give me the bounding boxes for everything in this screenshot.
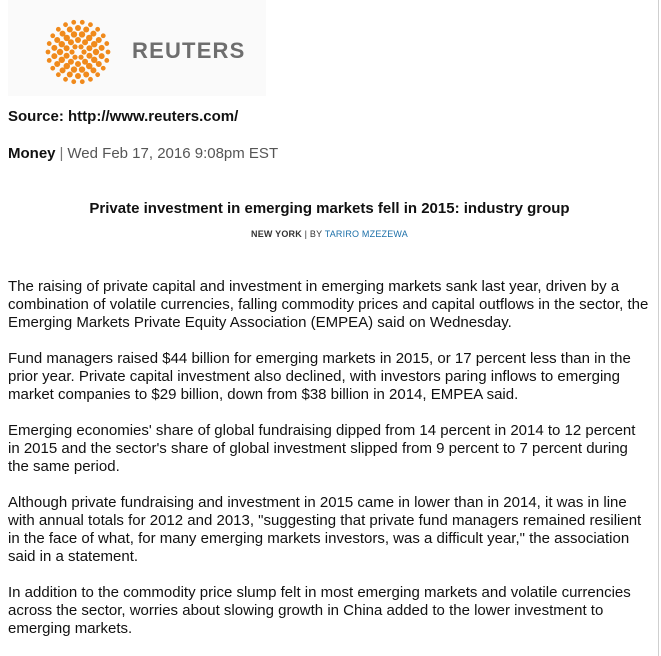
logo-dot bbox=[50, 33, 55, 38]
logo-dot bbox=[95, 72, 100, 77]
source-line: Source: http://www.reuters.com/ bbox=[8, 108, 239, 125]
reuters-wordmark: REUTERS bbox=[132, 38, 246, 63]
meta-separator: | bbox=[59, 145, 64, 162]
logo-dot bbox=[75, 37, 81, 43]
article-meta bbox=[8, 145, 278, 162]
article-paragraph: The raising of private capital and investment in emerging markets sank last year, driven by a combination of volatile currencies, falling commodity prices and capital outflows in the sector, the Emerging Markets Private Equity Association (EMPEA) said on Wednesday. bbox=[8, 278, 649, 331]
logo-dot bbox=[101, 66, 106, 71]
article-byline bbox=[0, 229, 659, 239]
logo-dot bbox=[78, 44, 83, 49]
logo-dot bbox=[90, 31, 96, 37]
logo-dot bbox=[78, 55, 83, 60]
logo-dot bbox=[51, 53, 57, 59]
logo-dot bbox=[95, 27, 100, 32]
logo-dot bbox=[96, 37, 102, 43]
logo-dot bbox=[79, 66, 85, 72]
logo-dot bbox=[56, 72, 61, 77]
logo-dot bbox=[71, 31, 77, 37]
logo-dot bbox=[63, 77, 68, 82]
byline-separator: | BY bbox=[301, 229, 325, 239]
logo-dot bbox=[71, 79, 76, 84]
reuters-logo bbox=[8, 0, 266, 96]
logo-dot bbox=[75, 61, 81, 67]
logo-dot bbox=[46, 50, 51, 55]
logo-dot bbox=[91, 57, 97, 63]
logo-dot bbox=[54, 37, 60, 43]
logo-dot bbox=[79, 31, 85, 37]
logo-dot bbox=[88, 77, 93, 82]
logo-dot bbox=[67, 72, 73, 78]
logo-dot bbox=[59, 41, 65, 47]
logo-dot bbox=[75, 73, 81, 79]
logo-dot bbox=[64, 53, 70, 59]
logo-dot bbox=[69, 49, 74, 54]
logo-dot bbox=[72, 44, 77, 49]
logo-dot bbox=[93, 49, 99, 55]
logo-dot bbox=[106, 50, 111, 55]
logo-dot bbox=[64, 45, 70, 51]
logo-dot bbox=[83, 26, 89, 32]
logo-dot bbox=[54, 61, 60, 67]
logo-dot bbox=[63, 22, 68, 27]
logo-dot bbox=[67, 26, 73, 32]
section-label[interactable]: Money bbox=[8, 145, 56, 162]
logo-dot bbox=[60, 67, 66, 73]
article-paragraph: Emerging economies' share of global fundraising dipped from 14 percent in 2014 to 12 percent in 2015 and the sector's share of global investment slipped from 9 percent to 7 percent during the same period. bbox=[8, 422, 636, 475]
logo-dot bbox=[101, 33, 106, 38]
logo-dot bbox=[51, 45, 57, 51]
logo-dot bbox=[81, 49, 86, 54]
logo-dot bbox=[86, 53, 92, 59]
logo-dot bbox=[83, 72, 89, 78]
logo-dot bbox=[75, 25, 81, 31]
logo-dot bbox=[88, 22, 93, 27]
logo-dot bbox=[96, 61, 102, 67]
article-paragraph: Fund managers raised $44 billion for emerging markets in 2015, or 17 percent less than in the prior year. Private capital investment also declined, with investors paring inflows to emerging market companies to $29 billion, down from $38 billion in 2014, EMPEA said. bbox=[8, 350, 631, 403]
logo-dot bbox=[90, 67, 96, 73]
article-body bbox=[8, 278, 650, 656]
logo-dot bbox=[71, 20, 76, 25]
logo-dot bbox=[80, 20, 85, 25]
article-paragraph: Although private fundraising and investment in 2015 came in lower than in 2014, it was in line with annual totals for 2012 and 2013, "suggesting that private fund managers remained resilient in the face of what, for many emerging markets investors, was a difficult year," the association said in a statement. bbox=[8, 494, 642, 565]
logo-dot bbox=[72, 55, 77, 60]
logo-dot bbox=[59, 57, 65, 63]
article-headline: Private investment in emerging markets fell in 2015: industry group bbox=[89, 200, 570, 217]
logo-dot bbox=[99, 45, 105, 51]
article-datetime: Wed Feb 17, 2016 9:08pm EST bbox=[67, 145, 279, 162]
article-paragraph: In addition to the commodity price slump felt in most emerging markets and volatile currencies across the sector, worries about slowing growth in China added to the lower investment to emerging markets. bbox=[8, 584, 631, 637]
logo-dot bbox=[104, 41, 109, 46]
logo-dot bbox=[56, 27, 61, 32]
logo-dot bbox=[99, 53, 105, 59]
logo-dot bbox=[80, 79, 85, 84]
logo-dot bbox=[104, 58, 109, 63]
byline-author-link[interactable]: TARIRO MZEZEWA bbox=[324, 229, 408, 239]
logo-dot bbox=[57, 49, 63, 55]
logo-dot bbox=[50, 66, 55, 71]
logo-dot bbox=[47, 58, 52, 63]
logo-dot bbox=[86, 45, 92, 51]
logo-dot bbox=[71, 66, 77, 72]
byline-location: NEW YORK bbox=[251, 229, 302, 239]
logo-dot bbox=[60, 31, 66, 37]
logo-dot bbox=[47, 41, 52, 46]
logo-dot bbox=[91, 41, 97, 47]
reuters-dot-mark-icon bbox=[38, 18, 118, 86]
